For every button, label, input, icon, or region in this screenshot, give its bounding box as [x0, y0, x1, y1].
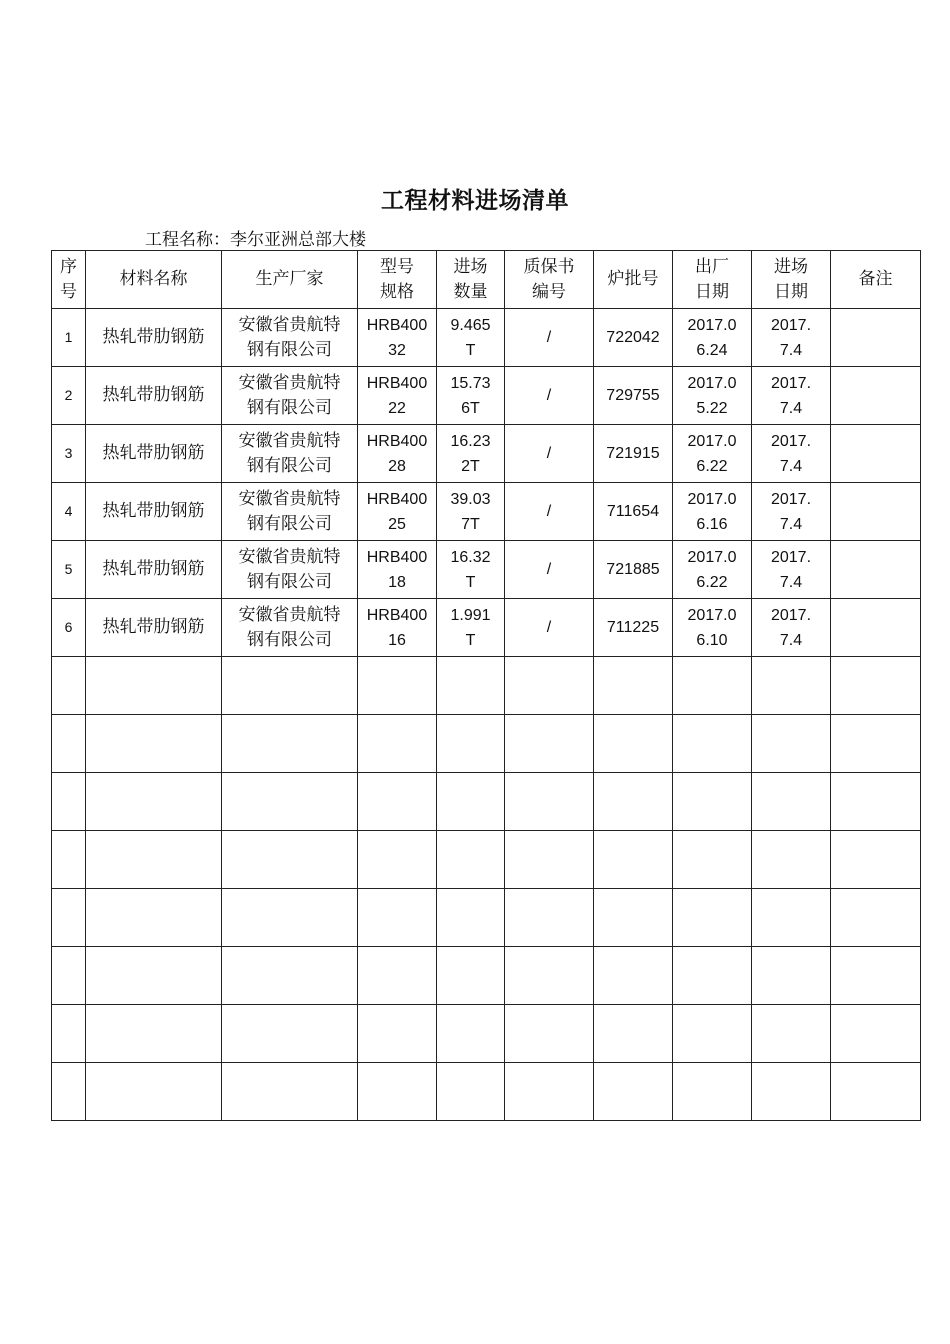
project-name-line: 工程名称：李尔亚洲总部大楼: [145, 230, 366, 250]
empty-cell: [358, 773, 437, 831]
empty-cell: [86, 657, 222, 715]
empty-cell: [86, 947, 222, 1005]
cell-cert-no: /: [505, 367, 594, 425]
empty-cell: [222, 947, 358, 1005]
cell-factory-date: 2017.0 6.24: [673, 309, 752, 367]
cell-batch-no: 722042: [594, 309, 673, 367]
empty-cell: [358, 657, 437, 715]
cell-seq: 3: [52, 425, 86, 483]
table-row: [52, 367, 921, 425]
empty-cell: [86, 889, 222, 947]
empty-cell: [437, 773, 505, 831]
empty-cell: [594, 773, 673, 831]
cell-remarks: [831, 309, 921, 367]
cell-batch-no: 711225: [594, 599, 673, 657]
cell-material-name: 热轧带肋钢筋: [86, 541, 222, 599]
cell-factory-date: 2017.0 6.22: [673, 425, 752, 483]
cell-factory-date: 2017.0 6.10: [673, 599, 752, 657]
cell-batch-no: 721915: [594, 425, 673, 483]
empty-cell: [831, 1063, 921, 1121]
header-cert-no: 质保书 编号: [505, 251, 594, 309]
cell-material-name: 热轧带肋钢筋: [86, 367, 222, 425]
cell-spec: HRB400 18: [358, 541, 437, 599]
empty-table-row: [52, 773, 921, 831]
cell-remarks: [831, 367, 921, 425]
cell-seq: 5: [52, 541, 86, 599]
empty-cell: [52, 889, 86, 947]
empty-cell: [752, 715, 831, 773]
empty-cell: [437, 1005, 505, 1063]
cell-spec: HRB400 25: [358, 483, 437, 541]
empty-table-row: [52, 947, 921, 1005]
cell-spec: HRB400 22: [358, 367, 437, 425]
cell-remarks: [831, 541, 921, 599]
cell-batch-no: 711654: [594, 483, 673, 541]
empty-cell: [831, 889, 921, 947]
empty-cell: [673, 831, 752, 889]
empty-cell: [86, 1063, 222, 1121]
empty-cell: [831, 657, 921, 715]
cell-entry-date: 2017. 7.4: [752, 367, 831, 425]
cell-batch-no: 721885: [594, 541, 673, 599]
cell-spec: HRB400 32: [358, 309, 437, 367]
cell-cert-no: /: [505, 425, 594, 483]
empty-table-row: [52, 657, 921, 715]
empty-cell: [831, 831, 921, 889]
cell-manufacturer: 安徽省贵航特 钢有限公司: [222, 425, 358, 483]
cell-spec: HRB400 28: [358, 425, 437, 483]
empty-cell: [222, 657, 358, 715]
empty-cell: [505, 1063, 594, 1121]
header-spec: 型号 规格: [358, 251, 437, 309]
cell-manufacturer: 安徽省贵航特 钢有限公司: [222, 309, 358, 367]
empty-table-row: [52, 1005, 921, 1063]
empty-cell: [505, 715, 594, 773]
table-row: [52, 425, 921, 483]
empty-cell: [437, 657, 505, 715]
empty-cell: [222, 889, 358, 947]
empty-cell: [52, 831, 86, 889]
cell-manufacturer: 安徽省贵航特 钢有限公司: [222, 599, 358, 657]
empty-cell: [752, 889, 831, 947]
empty-cell: [52, 657, 86, 715]
empty-cell: [673, 1005, 752, 1063]
material-entry-table: [51, 250, 921, 1121]
cell-entry-date: 2017. 7.4: [752, 425, 831, 483]
cell-quantity: 16.32 T: [437, 541, 505, 599]
empty-rows-section: [52, 657, 921, 1121]
empty-cell: [437, 1063, 505, 1121]
empty-cell: [222, 1005, 358, 1063]
empty-cell: [673, 947, 752, 1005]
empty-cell: [752, 1005, 831, 1063]
empty-cell: [831, 773, 921, 831]
empty-cell: [752, 1063, 831, 1121]
empty-cell: [752, 831, 831, 889]
empty-cell: [52, 947, 86, 1005]
cell-factory-date: 2017.0 6.16: [673, 483, 752, 541]
header-material-name: 材料名称: [86, 251, 222, 309]
empty-cell: [52, 1063, 86, 1121]
empty-cell: [437, 831, 505, 889]
cell-manufacturer: 安徽省贵航特 钢有限公司: [222, 367, 358, 425]
empty-cell: [437, 715, 505, 773]
empty-cell: [673, 889, 752, 947]
cell-quantity: 1.991 T: [437, 599, 505, 657]
empty-cell: [222, 831, 358, 889]
table-row: [52, 309, 921, 367]
cell-manufacturer: 安徽省贵航特 钢有限公司: [222, 541, 358, 599]
cell-entry-date: 2017. 7.4: [752, 541, 831, 599]
empty-cell: [505, 831, 594, 889]
empty-cell: [831, 1005, 921, 1063]
cell-remarks: [831, 425, 921, 483]
cell-factory-date: 2017.0 5.22: [673, 367, 752, 425]
empty-cell: [505, 657, 594, 715]
empty-cell: [86, 831, 222, 889]
empty-cell: [222, 773, 358, 831]
empty-cell: [358, 1063, 437, 1121]
cell-remarks: [831, 483, 921, 541]
empty-table-row: [52, 1063, 921, 1121]
cell-material-name: 热轧带肋钢筋: [86, 309, 222, 367]
empty-cell: [358, 889, 437, 947]
empty-table-row: [52, 889, 921, 947]
empty-cell: [594, 947, 673, 1005]
empty-cell: [594, 657, 673, 715]
empty-cell: [222, 1063, 358, 1121]
empty-cell: [52, 773, 86, 831]
table-row: [52, 541, 921, 599]
cell-entry-date: 2017. 7.4: [752, 309, 831, 367]
empty-table-row: [52, 715, 921, 773]
cell-quantity: 39.03 7T: [437, 483, 505, 541]
empty-cell: [673, 1063, 752, 1121]
cell-quantity: 16.23 2T: [437, 425, 505, 483]
cell-quantity: 15.73 6T: [437, 367, 505, 425]
cell-spec: HRB400 16: [358, 599, 437, 657]
table-row: [52, 483, 921, 541]
empty-cell: [831, 715, 921, 773]
header-quantity: 进场 数量: [437, 251, 505, 309]
empty-cell: [52, 715, 86, 773]
empty-cell: [52, 1005, 86, 1063]
empty-table-row: [52, 831, 921, 889]
empty-cell: [505, 889, 594, 947]
cell-quantity: 9.465 T: [437, 309, 505, 367]
cell-manufacturer: 安徽省贵航特 钢有限公司: [222, 483, 358, 541]
cell-cert-no: /: [505, 483, 594, 541]
header-manufacturer: 生产厂家: [222, 251, 358, 309]
empty-cell: [594, 1005, 673, 1063]
empty-cell: [86, 773, 222, 831]
cell-material-name: 热轧带肋钢筋: [86, 425, 222, 483]
header-remarks: 备注: [831, 251, 921, 309]
empty-cell: [673, 657, 752, 715]
empty-cell: [752, 773, 831, 831]
empty-cell: [437, 947, 505, 1005]
empty-cell: [358, 715, 437, 773]
empty-cell: [505, 1005, 594, 1063]
cell-seq: 6: [52, 599, 86, 657]
empty-cell: [505, 773, 594, 831]
header-seq: 序 号: [52, 251, 86, 309]
empty-cell: [831, 947, 921, 1005]
cell-cert-no: /: [505, 541, 594, 599]
empty-cell: [752, 947, 831, 1005]
cell-seq: 2: [52, 367, 86, 425]
cell-material-name: 热轧带肋钢筋: [86, 483, 222, 541]
cell-material-name: 热轧带肋钢筋: [86, 599, 222, 657]
empty-cell: [673, 773, 752, 831]
header-batch-no: 炉批号: [594, 251, 673, 309]
cell-remarks: [831, 599, 921, 657]
empty-cell: [358, 831, 437, 889]
cell-factory-date: 2017.0 6.22: [673, 541, 752, 599]
empty-cell: [505, 947, 594, 1005]
empty-cell: [86, 715, 222, 773]
cell-seq: 4: [52, 483, 86, 541]
table-row: [52, 599, 921, 657]
document-title: 工程材料进场清单: [381, 188, 569, 214]
empty-cell: [358, 947, 437, 1005]
cell-entry-date: 2017. 7.4: [752, 483, 831, 541]
table-header-row: [52, 251, 921, 309]
cell-cert-no: /: [505, 309, 594, 367]
cell-entry-date: 2017. 7.4: [752, 599, 831, 657]
empty-cell: [673, 715, 752, 773]
empty-cell: [86, 1005, 222, 1063]
cell-batch-no: 729755: [594, 367, 673, 425]
empty-cell: [594, 889, 673, 947]
cell-cert-no: /: [505, 599, 594, 657]
header-entry-date: 进场 日期: [752, 251, 831, 309]
header-factory-date: 出厂 日期: [673, 251, 752, 309]
empty-cell: [594, 831, 673, 889]
empty-cell: [222, 715, 358, 773]
empty-cell: [752, 657, 831, 715]
empty-cell: [594, 715, 673, 773]
empty-cell: [358, 1005, 437, 1063]
empty-cell: [437, 889, 505, 947]
cell-seq: 1: [52, 309, 86, 367]
empty-cell: [594, 1063, 673, 1121]
